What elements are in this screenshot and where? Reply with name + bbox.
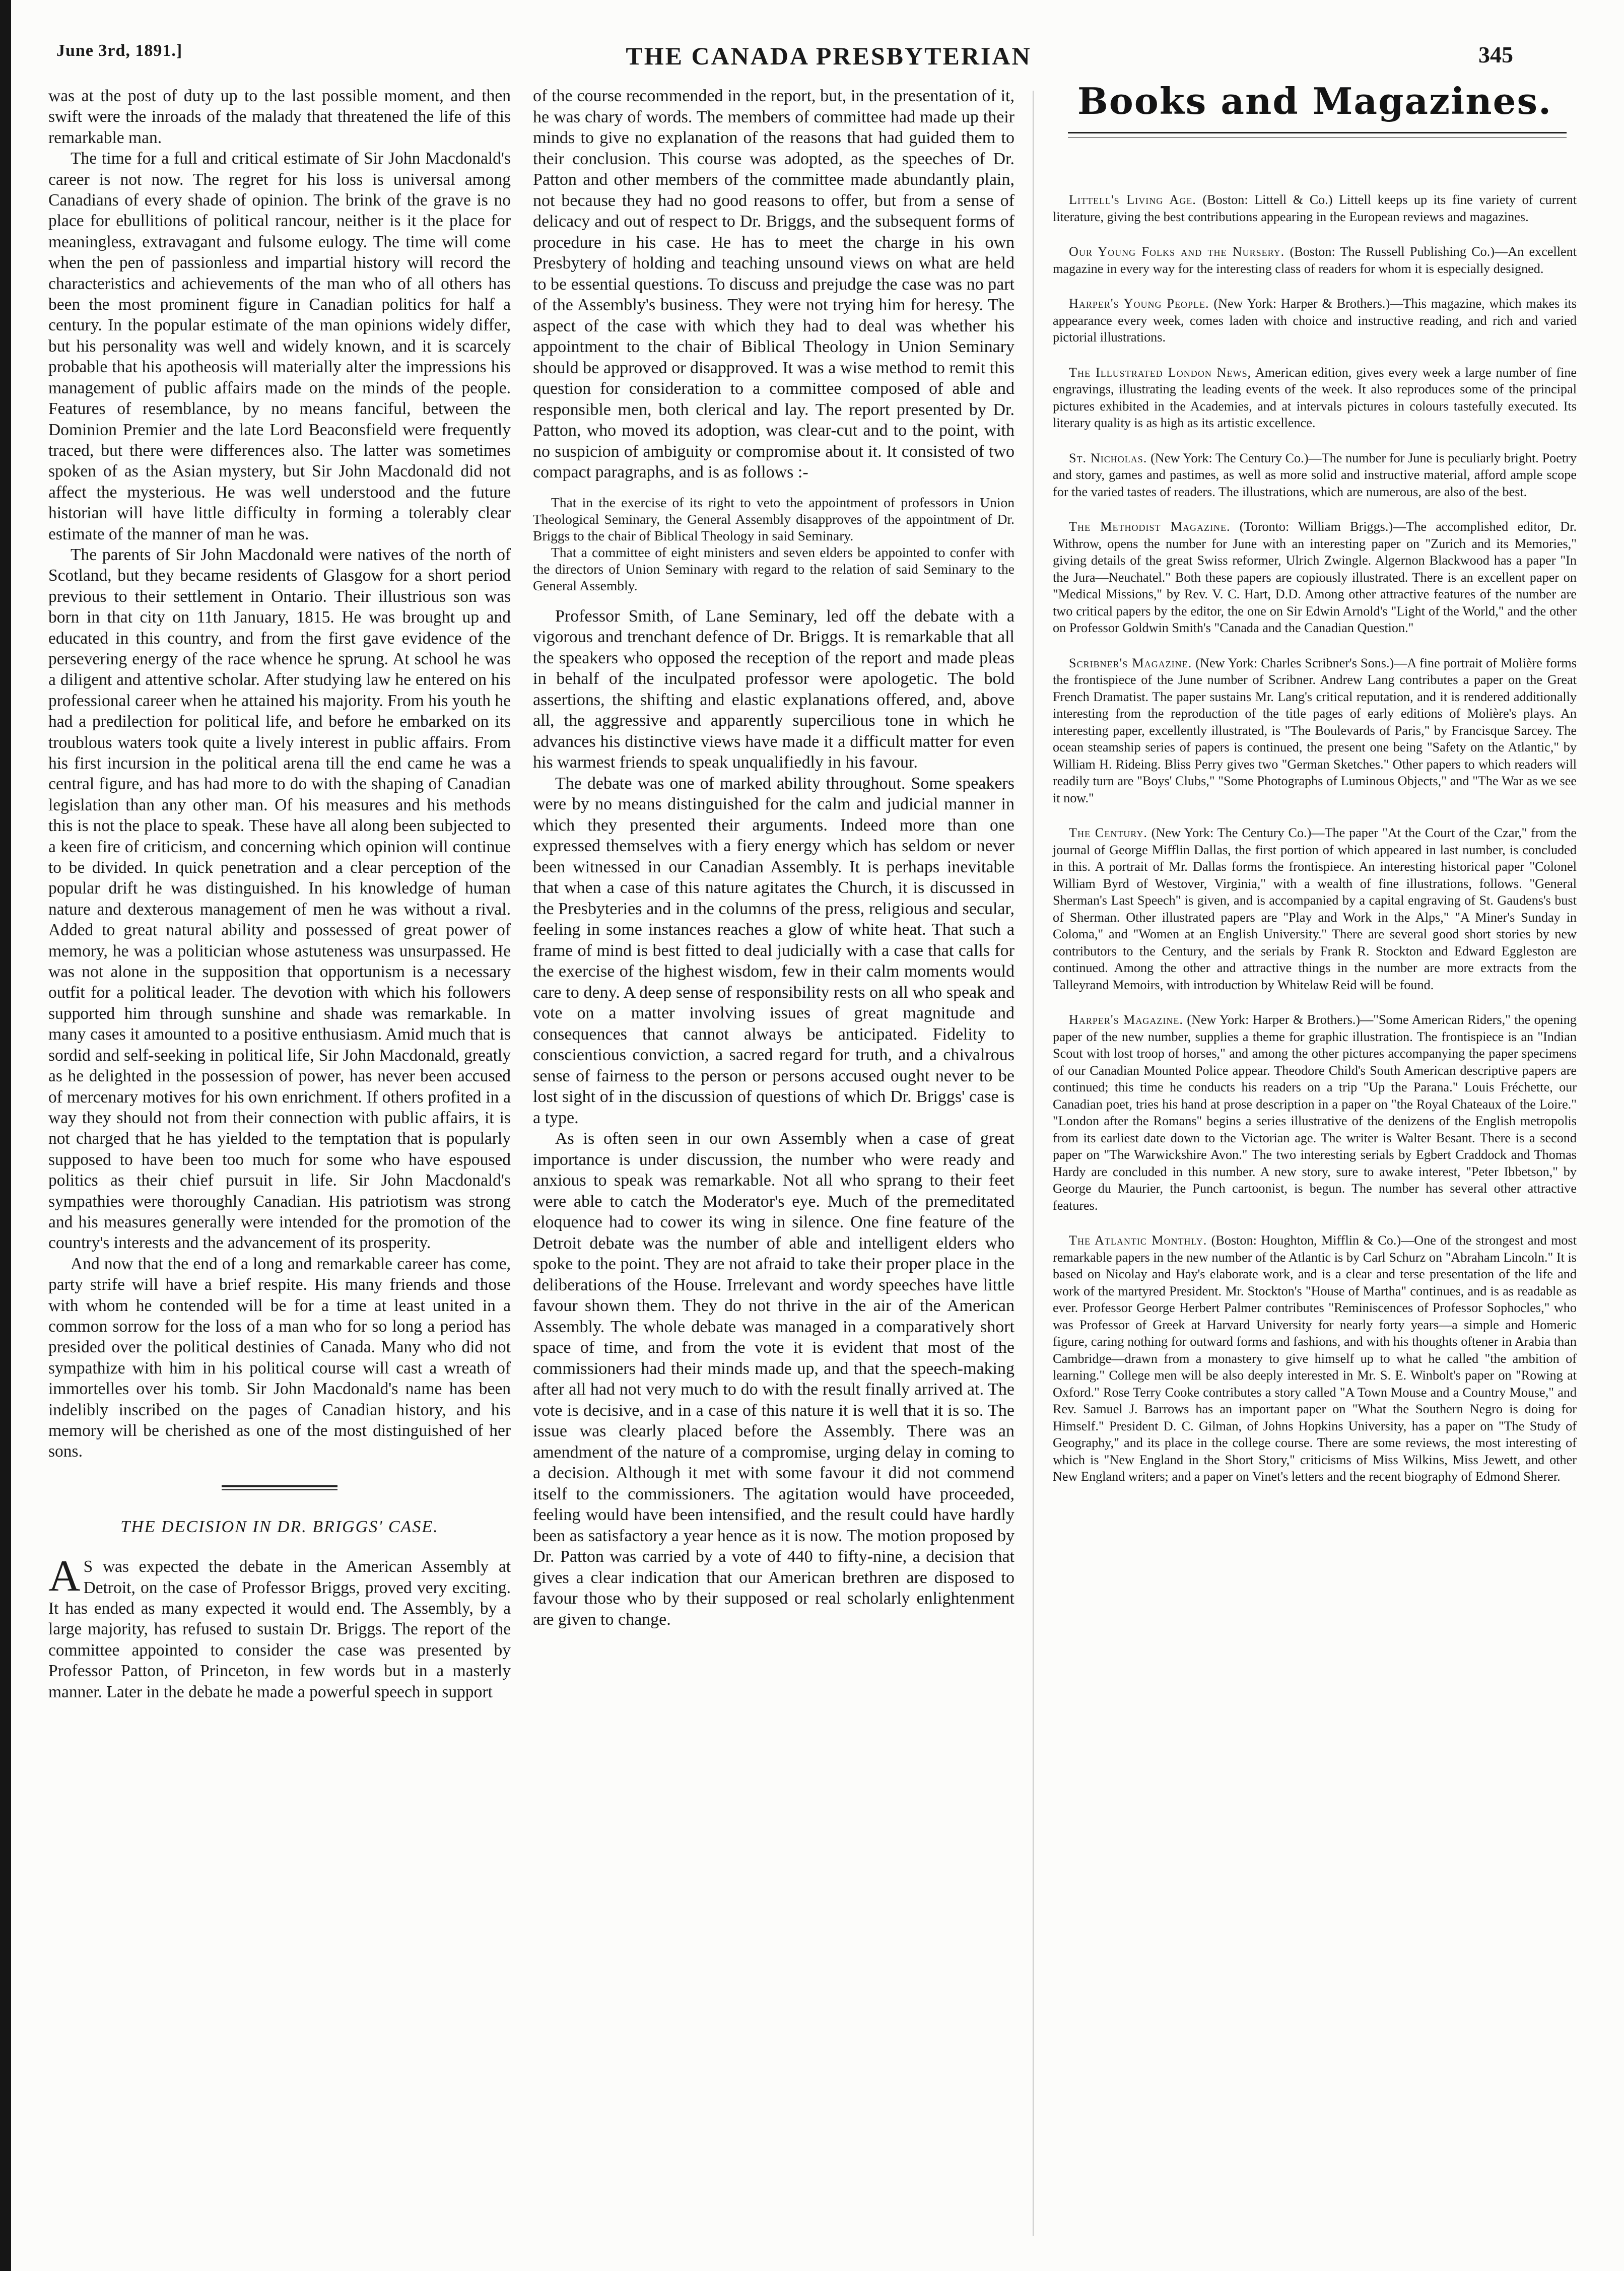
masthead-title: THE CANADA PRESBYTERIAN [626,42,1032,70]
section-title: Books and Magazines. [1077,80,1552,122]
magazine-name: Harper's Magazine. [1069,1012,1183,1027]
review-item [1053,243,1577,277]
review-item [1053,1232,1577,1485]
paragraph: And now that the end of a long and remarkable career has come, party strife will have a brief respite. His many friends and those with whom he contended will be for a time at least united in a common sorrow for the loss of a man who for so long a period has presided over the political destinies of Canada. Many who did not sympathize with him in his political course will cast a wreath of immortelles over his tomb. Sir John Macdonald's name has been indelibly inscribed on the pages of Canadian history, and his memory will be cherished as one of the most distinguished of her sons. [48,1254,511,1461]
review-text: (New York: Harper & Brothers.)—"Some American Riders," the opening paper of the new number, supplies a theme for graphic illustration. The frontispiece is an "Indian Scout with lost troop of horses," and among the other pictures accompanying the paper specimens of our Canadian Mounted Police appear. Theodore Child's South American descriptive papers are continued; this time he conducts his readers on a trip "Up the Parana." Louis Fréchette, our Canadian poet, tries his hand at prose description in a paper on "the Royal Chateaux of the Loire." "London after the Romans" begins a series illustrative of the denizens of the English metropolis from its earliest date down to the Victorian age. The writer is Walter Besant. There is a second paper on "The Warwickshire Avon." The two interesting serials by Egbert Craddock and Thomas Hardy are concluded in this number. A new story, sure to awake interest, "Peter Ibbetson," by George du Maurier, the Punch cartoonist, is begun. The number has several other attractive features. [1053,1012,1577,1213]
magazine-name: Harper's Young People. [1069,296,1209,311]
column-3 [1053,191,1577,1503]
paragraph [48,1552,511,1702]
drop-cap: A [48,1552,81,1601]
review-item [1053,518,1577,637]
column-1 [48,86,511,1702]
magazine-name: The Atlantic Monthly. [1069,1233,1207,1248]
review-text: (New York: The Century Co.)—The paper "At the Court of the Czar," from the journal of George Mifflin Dallas, the first portion of which appeared in last number, is concluded in this. A portrait of Mr. Dallas forms the frontispiece. An interesting historical paper "Colonel William Byrd of Westover, Virginia," with a wealth of fine illustrations, follows. "General Sherman's Last Speech" is given, and is accompanied by a capital engraving of St. Gaudens's bust of Sherman. Other illustrated papers are "Play and Work in the Alps," "A Miner's Sunday in Coloma," and "Women at an English University." There are several good short stories by new contributors to the Century, and the serials by Frank R. Stockton and Edward Eggleston are continued. Among the other and attractive things in the number are more extracts from the Talleyrand Memoirs, with introduction by Whitelaw Reid will be found. [1053,825,1577,992]
issue-date: June 3rd, 1891.] [56,41,183,60]
section-divider [222,1485,337,1487]
column-rule [1033,91,1034,2236]
paragraph: Professor Smith, of Lane Seminary, led off the debate with a vigorous and trenchant defence of Dr. Briggs. It is remarkable that all the speakers who opposed the reception of the report and made pleas in behalf of the inculpated professor were apologetic. The bold assertions, the shifting and elastic explanations offered, and, above all, the aggressive and apparently supercilious tone in which he advances his distinctive views have made it a difficult matter for even his warmest friends to speak unqualifiedly in his favour. [533,606,1014,772]
quote-paragraph: That a committee of eight ministers and seven elders be appointed to confer with the directors of Union Seminary with regard to the relation of said Seminary to the General Assembly. [533,544,1014,593]
paragraph-text: S was expected the debate in the American Assembly at Detroit, on the case of Professor Briggs, proved very exciting. It has ended as many expected it would end. The Assembly, by a large majority, has refused to sustain Dr. Briggs. The report of the committee appointed to consider the case was presented by Professor Patton, of Princeton, in few words but in a masterly manner. Later in the debate he made a powerful speech in support [48,1557,511,1701]
review-item [1053,191,1577,225]
magazine-name: St. Nicholas. [1069,450,1147,465]
review-text: (New York: Harper & Brothers.)—This magazine, which makes its appearance every week, comes laden with choice and instructive reading, and rich and varied pictorial illustrations. [1053,296,1577,345]
review-text: (Boston: Houghton, Mifflin & Co.)—One of the strongest and most remarkable papers in the new number of the Atlantic is by Carl Schurz on "Abraham Lincoln." It is based on Nicolay and Hay's elaborate work, and is a clear and terse presentation of the life and work of the martyred President. Mr. Stockton's "House of Martha" continues, and is as readable as ever. Professor George Herbert Palmer contributes "Reminiscences of Professor Sophocles," who was Professor of Greek at Harvard University for nearly forty years—a simple and Homeric figure, caring nothing for outward forms and fashions, and with his thoughts oftener in Arabia than Cambridge—drawn from a monastery to give himself up to what he called "the ambition of learning." College men will be also deeply interested in Mr. S. E. Winbolt's paper on "Rowing at Oxford." Rose Terry Cooke contributes a story called "A Town Mouse and a Country Mouse," and Rev. Samuel J. Barrows has an important paper on "What the Southern Negro is doing for Himself." President D. C. Gilman, of Johns Hopkins University, has a paper on "The Study of Geography," and its place in the college course. There are some reviews, the most interesting of which is "New England in the Short Story," criticisms of Miss Wilkins, Miss Jewett, and other New England writers; and a paper on Vinet's letters and the recent biography of Edmond Sherer. [1053,1233,1577,1484]
binding-edge [0,0,11,2271]
review-text: (Boston: Littell & Co.) Littell keeps up its fine variety of current literature, giving the best contributions appearing in the European reviews and magazines. [1053,192,1577,224]
quote-paragraph: That in the exercise of its right to veto the appointment of professors in Union Theological Seminary, the General Assembly disapproves of the appointment of Dr. Briggs to the chair of Biblical Theology in said Seminary. [533,494,1014,543]
magazine-name: Our Young Folks and the Nursery. [1069,244,1285,259]
magazine-name: The Illustrated London News, [1069,365,1252,380]
review-item [1053,450,1577,501]
magazine-name: The Methodist Magazine. [1069,519,1231,534]
review-item [1053,1011,1577,1214]
paragraph: The debate was one of marked ability throughout. Some speakers were by no means distinguished for the calm and judicial manner in which they presented their arguments. Indeed more than one expressed themselves with a fiery energy which has seldom or never been witnessed in our Canadian Assembly. It is perhaps inevitable that when a case of this nature agitates the Church, it is discussed in the Presbyteries and in the columns of the press, religious and secular, feeling in some instances reaches a glow of white heat. That such a frame of mind is best fitted to deal judicially with a case that calls for the exercise of the highest wisdom, few in their calm moments would care to deny. A deep sense of responsibility rests on all who speak and vote on a matter involving issues of great magnitude and consequences that cannot always be anticipated. Fidelity to conscientious conviction, a sacred regard for truth, and a chivalrous sense of fairness to the person or persons accused ought never to be lost sight of in the discussion of questions of which Dr. Briggs' case is a type. [533,774,1014,1127]
column-2 [533,86,1014,1630]
paragraph: As is often seen in our own Assembly when a case of great importance is under discussion, the number who were ready and anxious to speak was remarkable. Not all who sprang to their feet were able to catch the Moderator's eye. Much of the premeditated eloquence had to cower its wing in silence. One fine feature of the Detroit debate was the number of able and intelligent elders who spoke to the point. They are not afraid to take their proper place in the deliberations of the House. Irrelevant and wordy speeches have little favour shown them. They do not thrive in the air of the American Assembly. The whole debate was managed in a comparatively short space of time, and from the vote it is evident that most of the commissioners had their minds made up, and that the speech-making after all had not very much to do with the result finally arrived at. The vote is decisive, and in a case of this nature it is well that it is so. The issue was clearly placed before the Assembly. There was an amendment of the nature of a compromise, urging delay in coming to a decision. Although it met with some favour it did not commend itself to the commissioners. The agitation would have proceeded, feeling would have been intensified, and the result could have hardly been as satisfactory a year hence as it is now. The motion proposed by Dr. Patton was carried by a vote of 440 to fifty-nine, a decision that gives a clear indication that our American brethren are disposed to favour those who by their supposed or real scholarly enlightenment are given to change. [533,1129,1014,1629]
review-item [1053,295,1577,346]
review-text: American edition, gives every week a large number of fine engravings, illustrating the leading events of the week. It also reproduces some of the principal pictures exhibited in the Academies, and at intervals pictures in colours tastefully executed. Its literary quality is as high as its artistic excellence. [1053,365,1577,430]
magazine-name: Littell's Living Age. [1069,192,1196,207]
magazine-name: The Century. [1069,825,1147,840]
review-item [1053,824,1577,993]
review-item [1053,655,1577,807]
paragraph: The parents of Sir John Macdonald were natives of the north of Scotland, but they became residents of Glasgow for a short period previous to their settlement in Ontario. Their illustrious son was born in that city on 11th January, 1815. He was brought up and educated in this country, and from the first gave evidence of the persevering energy of the race whence he sprung. At school he was a diligent and attentive scholar. After studying law he entered on his professional career when he attained his majority. From his youth he had a predilection for political life, and before he embarked on its troublous waters took quite a lively interest in public affairs. From his first incursion in the political arena till the end came he was a central figure, and has had more to do with the shaping of Canadian legislation than any other man. Of his measures and his methods this is not the place to speak. These have all along been subjected to a keen fire of criticism, and concerning which opinion will continue to be divided. In quick penetration and a clear perception of the popular drift he was distinguished. In his knowledge of human nature and dexterous management of men he was without a rival. Added to great natural ability and possessed of great power of memory, he was a politician whose astuteness was unsurpassed. He was not alone in the supposition that opportunism is a necessary outfit for a political leader. The devotion with which his followers supported him through sunshine and shade was remarkable. In many cases it amounted to a positive enthusiasm. Amid much that is sordid and self-seeking in political life, Sir John Macdonald, greatly as he delighted in the possession of power, has never been accused of mercenary motives for his own enrichment. If others profited in a way they should not from their connection with public affairs, it is not charged that he has yielded to the temptation that is popularly supposed to have been too much for some who have espoused politics as their chief pursuit in life. Sir John Macdonald's sympathies were thoroughly Canadian. His patriotism was strong and his measures generally were intended for the promotion of the country's interests and the advancement of its prosperity. [48,545,511,1253]
review-text: (New York: The Century Co.)—The number for June is peculiarly bright. Poetry and story, games and pastimes, as well as more solid and instructive material, afford ample scope for the varied tastes of readers. The illustrations, which are numerous, are also of the best. [1053,450,1577,499]
resolution-quote [533,494,1014,594]
review-text: (Toronto: William Briggs.)—The accomplished editor, Dr. Withrow, opens the number for June with an interesting paper on "Zurich and its Memories," giving details of the great Swiss reformer, Ulrich Zwingle. Algernon Blackwood has a paper "In the Jura—Neuchatel." Both these papers are copiously illustrated. There is an excellent paper on "Medical Missions," by Rev. V. C. Hart, D.D. Among other attractive features of the number are two critical papers by the editor, the one on Sir Edwin Arnold's "Light of the World," and the other on Professor Goldwin Smith's "Canada and the Canadian Question." [1053,519,1577,635]
section-divider [222,1489,337,1490]
section-rule [1068,132,1567,133]
paragraph: of the course recommended in the report, but, in the presentation of it, he was chary of words. The members of committee had made up their minds to give no explanation of the reasons that had guided them to their conclusion. This course was adopted, as the speeches of Dr. Patton and other members of the committee made abundantly plain, not because they had no good reasons to offer, but from a sense of delicacy and out of respect to Dr. Briggs, and the subsequent forms of procedure in his case. He has to meet the charge in his own Presbytery of holding and teaching unsound views on what are held to be essential questions. To discuss and prejudge the case was no part of the Assembly's business. They were not trying him for heresy. The aspect of the case with which they had to deal was whether his appointment to the chair of Biblical Theology in Union Seminary should be approved or disapproved. It was a wise method to remit this question for consideration to a committee composed of able and responsible men, both clerical and lay. The report presented by Dr. Patton, who moved its adoption, was clear-cut and to the point, with no suspicion of ambiguity or compromise about it. It consisted of two compact paragraphs, and is as follows :- [533,87,1014,481]
review-text: (New York: Charles Scribner's Sons.)—A fine portrait of Molière forms the frontispiece of the June number of Scribner. Andrew Lang contributes a paper on the Great French Dramatist. The paper sustains Mr. Lang's critical reputation, and it is rendered additionally interesting from the reproduction of the title pages of early editions of Molière's plays. An interesting paper, excellently illustrated, is "The Boulevards of Paris," by Francisque Sarcey. The ocean steamship series of papers is continued, the present one being "Safety on the Atlantic," by William H. Rideing. Bliss Perry gives two "German Sketches." Other papers to which readers will readily turn are "Boys' Clubs," "Some Photographs of Luminous Objects," and "The War as we see it now." [1053,655,1577,805]
paragraph: was at the post of duty up to the last possible moment, and then swift were the inroads of the malady that threatened the life of this remarkable man. [48,87,511,147]
review-text: (Boston: The Russell Publishing Co.)—An excellent magazine in every way for the interesting class of readers for whom it is especially designed. [1053,244,1577,276]
magazine-name: Scribner's Magazine. [1069,655,1192,670]
article-heading: THE DECISION IN DR. BRIGGS' CASE. [120,1517,439,1536]
page-number: 345 [1478,42,1513,67]
review-item [1053,364,1577,432]
paragraph: The time for a full and critical estimate of Sir John Macdonald's career is not now. The regret for his loss is universal among Canadians of every shade of opinion. The brink of the grave is no place for ebullitions of political rancour, neither is it the place for meaningless, extravagant and fulsome eulogy. The time will come when the pen of passionless and impartial history will record the characteristics and achievements of the man who of all others has been the most prominent figure in Canadian politics for half a century. In the popular estimate of the man opinions widely differ, but his personality was well and widely known, and it is scarcely probable that his apotheosis will materially alter the impressions his management of public affairs made on the minds of the people. Features of resemblance, by no means fanciful, between the Dominion Premier and the late Lord Beaconsfield were frequently traced, but there were differences also. The latter was sometimes spoken of as the Asian mystery, but Sir John Macdonald did not affect the mysterious. He was well understood and the future historian will have little difficulty in forming a tolerably clear estimate of the manner of man he was. [48,149,511,543]
